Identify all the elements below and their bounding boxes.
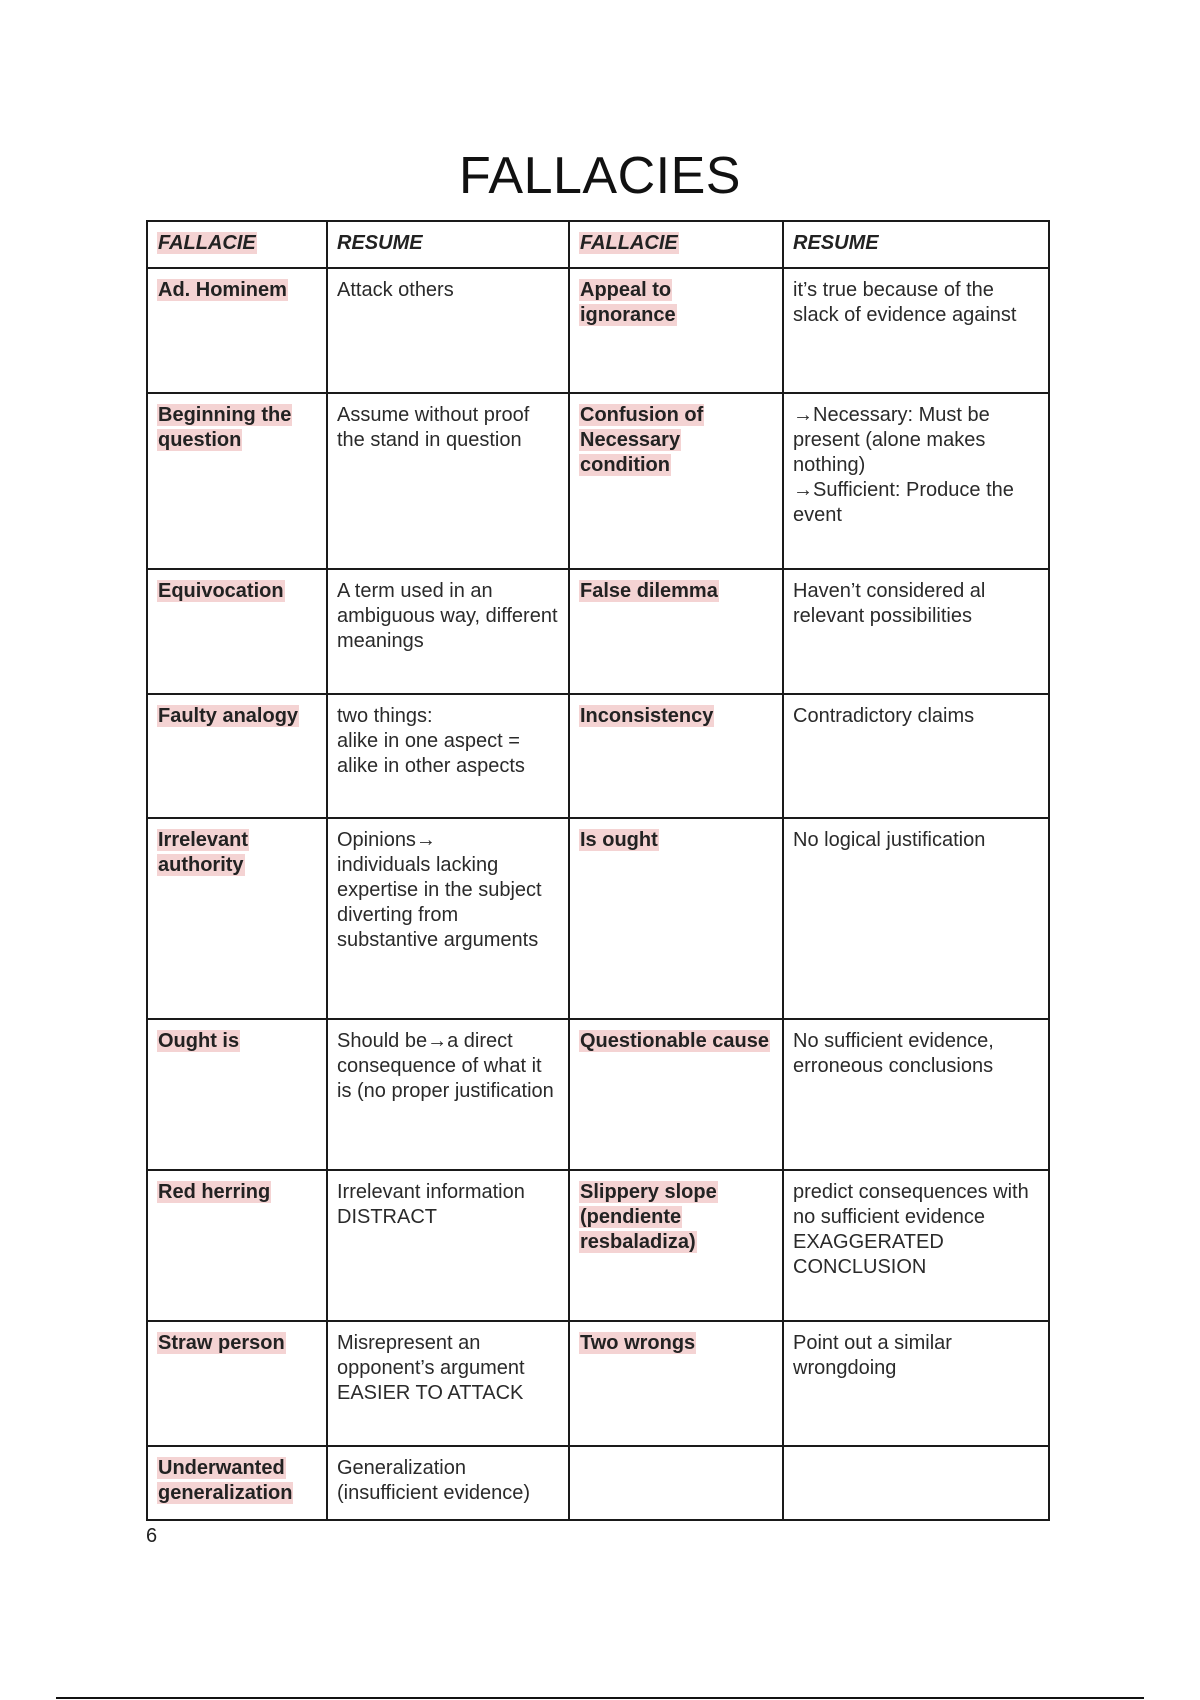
resume-cell: [783, 694, 1049, 818]
fallacy-resume: A term used in an ambiguous way, different meanings: [337, 580, 558, 652]
fallacy-name: Underwanted generalization: [158, 1457, 293, 1504]
fallacy-resume: No logical justification: [793, 829, 986, 851]
fallacy-cell: [147, 1019, 327, 1170]
fallacy-resume: →Necessary: Must be present (alone makes nothing) →Sufficient: Produce the event: [793, 404, 1014, 526]
table-row: [147, 1321, 1049, 1446]
fallacy-resume: Irrelevant information DISTRACT: [337, 1181, 525, 1228]
resume-cell: [327, 818, 569, 1019]
fallacy-resume: No sufficient evidence, erroneous conclusions: [793, 1030, 994, 1077]
table-row: [147, 1019, 1049, 1170]
header-fallacie-1: FALLACIE: [147, 221, 327, 268]
header-resume-1: RESUME: [327, 221, 569, 268]
resume-cell: [327, 569, 569, 694]
fallacy-name: Two wrongs: [580, 1332, 696, 1354]
table-row: [147, 1446, 1049, 1520]
fallacy-cell: [569, 694, 783, 818]
fallacy-cell: [569, 1321, 783, 1446]
fallacy-name: Ought is: [158, 1030, 240, 1052]
fallacy-name: [579, 1457, 581, 1479]
fallacy-cell: [569, 1019, 783, 1170]
resume-cell: [783, 1321, 1049, 1446]
table-row: [147, 268, 1049, 393]
fallacy-name: Questionable cause: [580, 1030, 769, 1052]
resume-cell: [327, 1019, 569, 1170]
table-row: [147, 818, 1049, 1019]
resume-cell: [327, 694, 569, 818]
resume-cell: [783, 268, 1049, 393]
resume-cell: [783, 1170, 1049, 1321]
resume-cell: [327, 1170, 569, 1321]
resume-cell: [783, 569, 1049, 694]
fallacy-resume: Opinions→ individuals lacking expertise in the subject diverting from substantive arguments: [337, 829, 542, 951]
fallacy-cell: [147, 393, 327, 569]
fallacy-resume: Contradictory claims: [793, 705, 975, 727]
fallacy-resume: Attack others: [337, 279, 454, 301]
fallacy-name: Beginning the question: [158, 404, 292, 451]
table-row: [147, 569, 1049, 694]
fallacy-name: Confusion of Necessary condition: [580, 404, 704, 476]
fallacy-name: Straw person: [158, 1332, 285, 1354]
fallacy-resume: Point out a similar wrongdoing: [793, 1332, 952, 1379]
fallacy-cell: [569, 1170, 783, 1321]
header-resume-2: RESUME: [783, 221, 1049, 268]
fallacy-resume: Should be→a direct consequence of what it is (no proper justification: [337, 1030, 554, 1102]
fallacy-cell: [147, 268, 327, 393]
fallacy-cell: [147, 818, 327, 1019]
table-row: [147, 393, 1049, 569]
fallacy-cell: [147, 694, 327, 818]
fallacy-resume: Generalization (insufficient evidence): [337, 1457, 531, 1504]
fallacy-name: Ad. Hominem: [158, 279, 287, 301]
page-title: FALLACIES: [459, 147, 741, 205]
header-fallacie-2: FALLACIE: [569, 221, 783, 268]
fallacy-resume: Misrepresent an opponent’s argument EASIER TO ATTACK: [337, 1332, 525, 1404]
bottom-divider: [56, 1697, 1144, 1699]
fallacy-resume: Haven’t considered al relevant possibilities: [793, 580, 986, 627]
resume-cell: [783, 1446, 1049, 1520]
fallacy-name: Faulty analogy: [158, 705, 299, 727]
table-header-row: [147, 221, 1049, 268]
fallacy-name: Slippery slope (pendiente resbaladiza): [580, 1181, 717, 1253]
resume-cell: [327, 393, 569, 569]
fallacy-name: False dilemma: [580, 580, 718, 602]
fallacy-cell: [147, 1170, 327, 1321]
table-row: [147, 1170, 1049, 1321]
resume-cell: [783, 818, 1049, 1019]
fallacy-name: Appeal to ignorance: [580, 279, 676, 326]
fallacy-cell: [147, 1321, 327, 1446]
fallacy-cell: [569, 569, 783, 694]
fallacy-cell: [569, 818, 783, 1019]
fallacy-name: Equivocation: [158, 580, 284, 602]
fallacy-name: Is ought: [580, 829, 658, 851]
resume-cell: [327, 1321, 569, 1446]
resume-cell: [783, 1019, 1049, 1170]
fallacy-name: Inconsistency: [580, 705, 714, 727]
fallacy-name: Red herring: [158, 1181, 271, 1203]
fallacy-resume: Assume without proof the stand in question: [337, 404, 530, 451]
fallacy-resume: predict consequences with no sufficient evidence EXAGGERATED CONCLUSION: [793, 1181, 1029, 1278]
resume-cell: [327, 1446, 569, 1520]
fallacy-resume: two things: alike in one aspect = alike in other aspects: [337, 705, 525, 777]
resume-cell: [783, 393, 1049, 569]
fallacies-table: [146, 220, 1050, 1521]
fallacy-cell: [569, 268, 783, 393]
fallacy-cell: [569, 393, 783, 569]
fallacy-name: Irrelevant authority: [158, 829, 249, 876]
fallacy-resume: it’s true because of the slack of evidence against: [793, 279, 1017, 326]
table-row: [147, 694, 1049, 818]
resume-cell: [327, 268, 569, 393]
fallacy-cell: [147, 1446, 327, 1520]
fallacy-cell: [569, 1446, 783, 1520]
fallacy-cell: [147, 569, 327, 694]
page-number: 6: [146, 1525, 158, 1547]
